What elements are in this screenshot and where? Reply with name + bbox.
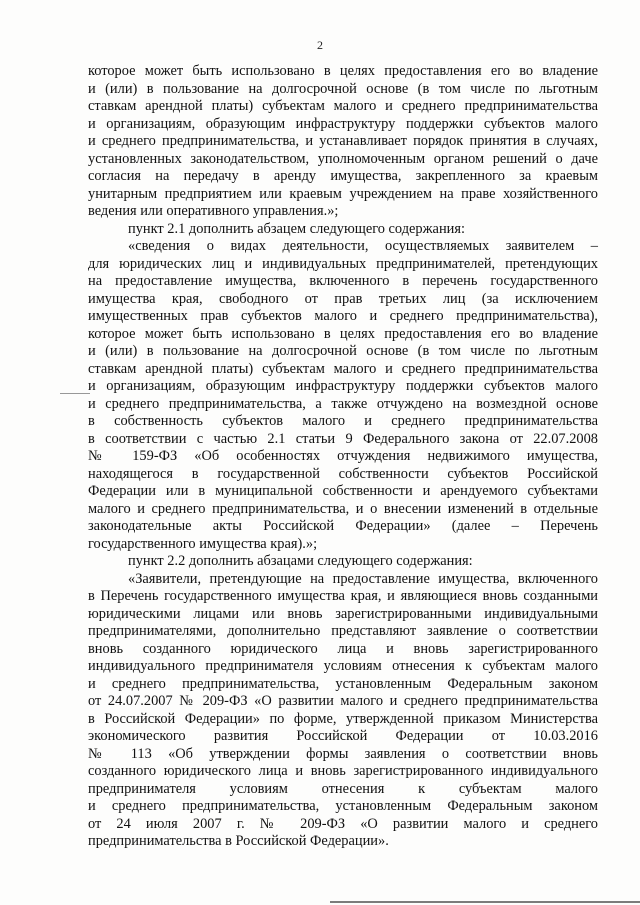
text-line: которое может быть использовано в целях предоставления его во владение: [88, 325, 598, 342]
text-line: предпринимательства в Российской Федерации».: [88, 833, 389, 849]
text-line: ставкам арендной платы) субъектам малого и среднего предпринимательства: [88, 98, 598, 114]
text-line: «сведения о видах деятельности, осуществляемых заявителем –: [128, 238, 598, 254]
page-number: 2: [317, 38, 323, 52]
text-line: государственного имущества края).»;: [88, 535, 318, 552]
text-line: имущественных прав субъектов малого и среднего предпринимательства),: [88, 308, 598, 324]
text-line: Федерации или в муниципальной собственности и арендуемого субъектами: [88, 483, 598, 499]
text-line: в соответствии с частью 2.1 статьи 9 Федерального закона от 22.07.2008: [88, 430, 598, 447]
text-line: № 159-ФЗ «Об особенностях отчуждения недвижимого имущества,: [88, 448, 598, 464]
text-line: ставкам арендной платы) субъектам малого и среднего предпринимательства: [88, 360, 598, 377]
text-line: пункт 2.2 дополнить абзацами следующего содержания:: [128, 553, 473, 569]
text-line: «Заявители, претендующие на предоставление имущества, включенного: [128, 570, 598, 587]
text-line: и среднего предпринимательства, установленным Федеральным законом: [88, 675, 598, 692]
text-line: и среднего предпринимательства, а также отчуждено на возмездной основе: [88, 395, 598, 412]
text-line: и организациям, образующим инфраструктуру поддержки субъектов малого: [88, 115, 598, 132]
text-line: вновь созданного юридического лица и вновь зарегистрированного: [88, 640, 598, 657]
text-line: в собственность субъектов малого и среднего предпринимательства: [88, 413, 598, 429]
text-line: юридическими лицами или вновь зарегистрированными индивидуальными: [88, 605, 598, 622]
text-line: в Перечень государственного имущества края, и являющиеся вновь созданными: [88, 588, 598, 604]
text-line: согласия на передачу в аренду имущества, закрепленного за краевым: [88, 168, 598, 184]
text-line: в Российской Федерации» по форме, утвержденной приказом Министерства: [88, 710, 598, 727]
text-line: и (или) в пользование на долгосрочной основе (в том числе по льготным: [88, 343, 598, 359]
text-line: № 113 «Об утверждении формы заявления о соответствии вновь: [88, 745, 598, 762]
text-line: индивидуального предпринимателя условиям отнесения к субъектам малого: [88, 658, 598, 674]
text-line: созданного юридического лица и вновь зарегистрированного индивидуального: [88, 763, 598, 779]
text-line: пункт 2.1 дополнить абзацем следующего содержания:: [128, 220, 465, 237]
text-line: от 24 июля 2007 г. № 209-ФЗ «О развитии малого и среднего: [88, 815, 598, 832]
text-line: и организациям, образующим инфраструктуру поддержки субъектов малого: [88, 378, 598, 394]
text-line: и (или) в пользование на долгосрочной основе (в том числе по льготным: [88, 80, 598, 97]
text-line: от 24.07.2007 № 209-ФЗ «О развитии малого и среднего предпринимательства: [88, 693, 598, 709]
text-line: предпринимателя условиям отнесения к субъектам малого: [88, 780, 598, 797]
text-line: и среднего предпринимательства, установленным Федеральным законом: [88, 798, 598, 814]
text-line: малого и среднего предпринимательства, и о внесении изменений в отдельные: [88, 500, 598, 517]
document-body: [88, 63, 598, 851]
text-line: экономического развития Российской Федерации от 10.03.2016: [88, 728, 598, 744]
scan-bottom-edge: [330, 901, 640, 903]
text-line: предпринимателями, дополнительно представляют заявление о соответствии: [88, 623, 598, 639]
text-line: на предоставление имущества, включенного в перечень государственного: [88, 273, 598, 289]
text-line: установленных законодательством, уполномоченным органом решений о даче: [88, 150, 598, 167]
text-line: ведения или оперативного управления.»;: [88, 203, 339, 219]
text-line: которое может быть использовано в целях предоставления его во владение: [88, 63, 598, 79]
text-line: находящегося в государственной собственности субъектов Российской: [88, 465, 598, 482]
text-line: унитарным предприятием или краевым учреждением на праве хозяйственного: [88, 185, 598, 202]
text-line: законодательные акты Российской Федерации» (далее – Перечень: [88, 518, 598, 534]
text-line: для юридических лиц и индивидуальных предпринимателей, претендующих: [88, 255, 598, 272]
text-line: и среднего предпринимательства, и устанавливает порядок принятия в случаях,: [88, 133, 598, 149]
scan-artifact-mark: [60, 393, 90, 394]
text-line: имущества края, свободного от прав третьих лиц (за исключением: [88, 290, 598, 307]
